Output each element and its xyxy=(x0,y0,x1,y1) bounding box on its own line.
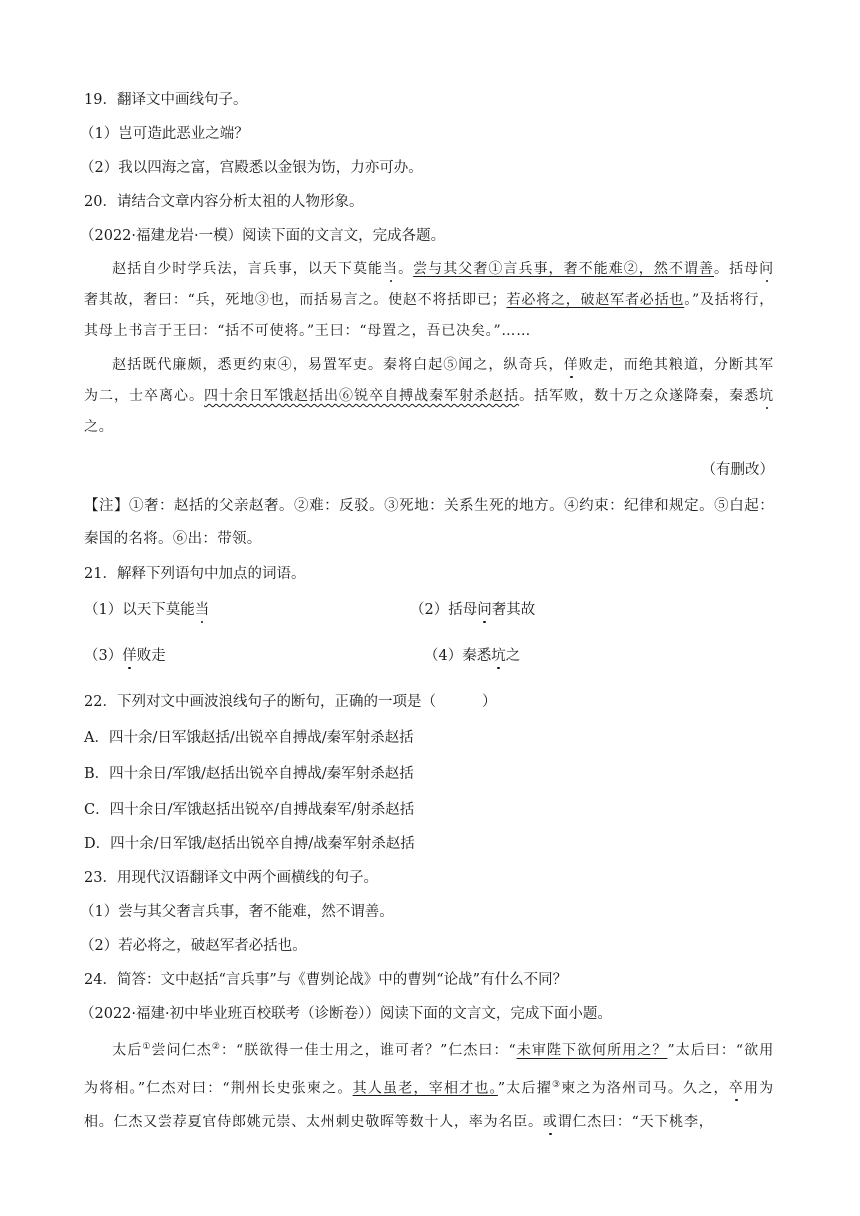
dotted-char: 卒 xyxy=(728,1080,744,1097)
question-21-item-2: （2）括母问奢其故 xyxy=(410,602,536,618)
underlined-sentence-3: 未审陛下欲何所用之？ xyxy=(516,1042,668,1059)
question-23-item-1: （1）尝与其父奢言兵事，奢不能难，然不谓善。 xyxy=(80,904,394,920)
option-d: D．四十余/日军饿/赵括出锐卒自搏/战秦军射杀赵括 xyxy=(84,836,415,852)
question-21-title: 21．解释下列语句中加点的词语。 xyxy=(84,566,306,582)
dotted-char: 问 xyxy=(759,261,774,277)
edited-note: （有删改） xyxy=(701,462,774,478)
question-19-item-1: （1）岂可造此恶业之端？ xyxy=(80,126,249,142)
wavy-underlined-sentence: 四十余日军饿赵括出⑥锐卒自搏战秦军射杀赵括 xyxy=(204,388,520,404)
option-b: B．四十余日/军饿/赵括出锐卒自搏战/秦军射杀赵括 xyxy=(84,766,414,782)
question-22-title: 22．下列对文中画波浪线句子的断句，正确的一项是（ ） xyxy=(84,694,497,710)
question-21-item-3: （3）佯败走 xyxy=(84,648,166,664)
passage-3-paragraph: 太后①尝问仁杰②：“朕欲得一佳士用之，谁可者？”仁杰曰：“未审陛下欲何所用之？”太后曰：“欲用为将相。”仁杰对曰：“荆州长史张柬之。其人虽老，宰相才也。”太后擢③柬之为洛州司马。久之，卒用为相。仁杰又尝荐夏官侍郎姚元崇、太州刺史敬晖等数十人，率为名臣。或谓仁杰曰：“天下桃李， xyxy=(84,1042,775,1131)
question-19-title: 19．翻译文中画线句子。 xyxy=(84,92,248,108)
dotted-char: 坑 xyxy=(759,388,774,404)
question-21-item-4: （4）秦悉坑之 xyxy=(424,648,521,664)
option-c: C．四十余日/军饿赵括出锐卒/自搏战秦军/射杀赵括 xyxy=(84,802,415,818)
underlined-sentence-4: 其人虽老，宰相才也。 xyxy=(352,1080,498,1097)
question-20-title: 20．请结合文章内容分析太祖的人物形象。 xyxy=(84,194,364,210)
underlined-sentence-1: 尝与其父奢①言兵事，奢不能难②，然不谓善 xyxy=(413,261,715,277)
dotted-char: 当 xyxy=(383,261,399,277)
dotted-char: 佯 xyxy=(563,357,579,373)
passage-2-paragraph-1: 赵括自少时学兵法，言兵事，以天下莫能当。尝与其父奢①言兵事，奢不能难②，然不谓善。括母问奢其故，奢曰：“兵，死地③也，而括易言之。使赵不将括即已；若必将之，破赵军者必括也。”及括将行，其母上书言于王曰：“括不可使将。”王曰：“母置之，吾已决矣。”…… xyxy=(84,261,774,339)
dotted-char: 或 xyxy=(542,1114,558,1131)
passage-2-paragraph-2: 赵括既代廉颇，悉更约束④，易置军吏。秦将白起⑤闻之，纵奇兵，佯败走，而绝其粮道，分断其军为二，士卒离心。四十余日军饿赵括出⑥锐卒自搏战秦军射杀赵括。括军败，数十万之众遂降秦，秦悉坑之。 xyxy=(84,357,774,435)
annotation-note: 【注】①奢：赵括的父亲赵奢。②难：反驳。③死地：关系生死的地方。④约束：纪律和规定。⑤白起：秦国的名将。⑥出：带领。 xyxy=(84,498,774,547)
option-a: A．四十余/日军饿赵括/出锐卒自搏战/秦军射杀赵括 xyxy=(84,730,414,746)
question-19-item-2: （2）我以四海之富，宫殿悉以金银为饬，力亦可办。 xyxy=(80,160,423,176)
passage-3-source: （2022·福建·初中毕业班百校联考（诊断卷））阅读下面的文言文，完成下面小题。 xyxy=(80,1006,612,1022)
question-21-item-1: （1）以天下莫能当 xyxy=(84,602,210,618)
question-23-item-2: （2）若必将之，破赵军者必括也。 xyxy=(80,938,307,954)
question-23-title: 23．用现代汉语翻译文中两个画横线的句子。 xyxy=(84,870,378,886)
underlined-sentence-2: 若必将之，破赵军者必括也 xyxy=(506,292,685,308)
passage-2-source: （2022·福建龙岩·一模）阅读下面的文言文，完成各题。 xyxy=(80,228,446,244)
question-24-title: 24．简答：文中赵括“言兵事”与《曹刿论战》中的曹刿“论战”有什么不同？ xyxy=(84,972,568,988)
